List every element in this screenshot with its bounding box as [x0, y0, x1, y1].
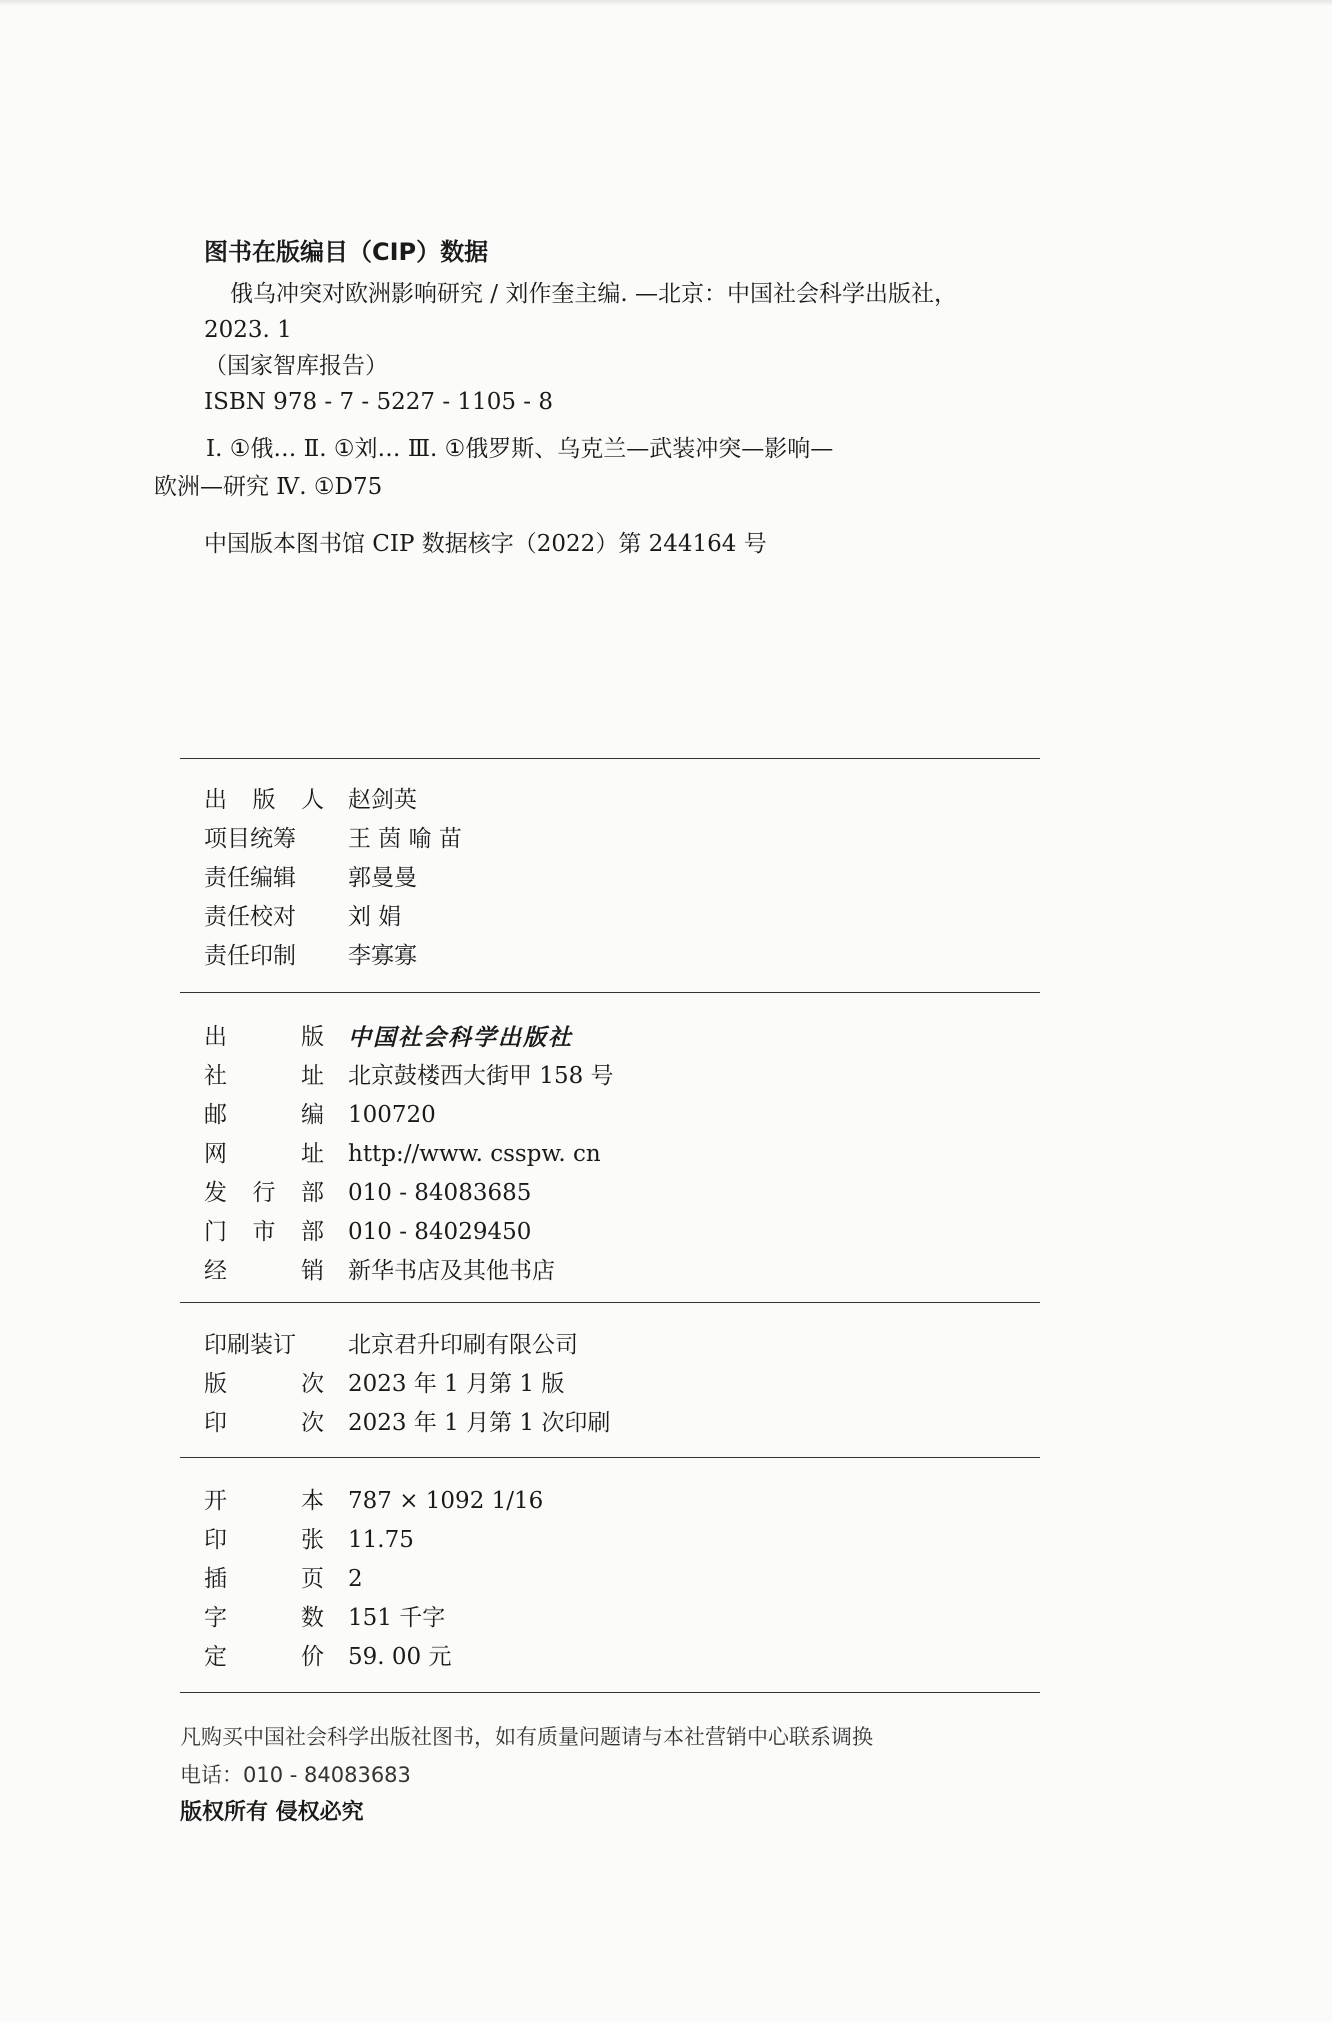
specs-label	[204, 1599, 324, 1638]
cip-title-line: 俄乌冲突对欧洲影响研究 / 刘作奎主编. —北京：中国社会科学出版社，	[230, 281, 957, 307]
printing-value: 2023 年 1 月第 1 次印刷	[348, 1410, 611, 1436]
publisher-value: 100720	[348, 1102, 436, 1128]
staff-row	[204, 820, 1034, 859]
staff-label	[204, 898, 324, 937]
staff-row	[204, 898, 1034, 937]
publisher-label-part: 社	[204, 1063, 227, 1089]
specs-label-part: 价	[301, 1644, 324, 1670]
staff-row	[204, 781, 1034, 820]
printing-label-part: 版	[204, 1371, 227, 1397]
publisher-label-part: 址	[301, 1063, 324, 1089]
staff-value: 李寡寡	[348, 943, 417, 969]
staff-row	[204, 859, 1034, 898]
publisher-label	[204, 1057, 324, 1096]
specs-label-part: 页	[301, 1566, 324, 1592]
publisher-row	[204, 1174, 1034, 1213]
printing-row	[204, 1326, 1034, 1365]
specs-label-part: 插	[204, 1566, 227, 1592]
staff-label	[204, 937, 324, 976]
printing-label-part: 次	[301, 1371, 324, 1397]
publisher-block	[204, 1018, 1034, 1291]
publisher-label	[204, 1096, 324, 1135]
publisher-label-part: 销	[301, 1258, 324, 1284]
staff-block	[204, 781, 1034, 976]
publisher-value[interactable]: http://www. csspw. cn	[348, 1141, 601, 1167]
staff-value: 郭曼曼	[348, 865, 417, 891]
specs-row	[204, 1482, 1034, 1521]
publisher-label	[204, 1135, 324, 1174]
staff-label	[204, 859, 324, 898]
publisher-row	[204, 1252, 1034, 1291]
publisher-row	[204, 1135, 1034, 1174]
publisher-value: 新华书店及其他书店	[348, 1258, 555, 1284]
page-edge-shadow	[0, 0, 1332, 6]
specs-value: 2	[348, 1566, 363, 1592]
publisher-label-part: 邮	[204, 1102, 227, 1128]
publisher-label-part: 部	[301, 1219, 324, 1245]
specs-label-part: 张	[301, 1527, 324, 1553]
publisher-label-part: 版	[301, 1024, 324, 1050]
publisher-label-part: 址	[301, 1141, 324, 1167]
specs-label	[204, 1560, 324, 1599]
specs-label-part: 字	[204, 1605, 227, 1631]
publisher-row	[204, 1213, 1034, 1252]
quality-notice: 凡购买中国社会科学出版社图书，如有质量问题请与本社营销中心联系调换	[180, 1725, 873, 1749]
cip-data-block	[154, 232, 1054, 562]
specs-value: 151 千字	[348, 1605, 446, 1631]
publisher-label	[204, 1213, 324, 1252]
staff-label	[204, 820, 324, 859]
divider-rule	[180, 1692, 1040, 1693]
cip-year-line: 2023. 1	[204, 317, 292, 343]
specs-label-part: 印	[204, 1527, 227, 1553]
specs-label-part: 数	[301, 1605, 324, 1631]
specs-row	[204, 1521, 1034, 1560]
publisher-row	[204, 1018, 1034, 1057]
publisher-label-part: 编	[301, 1102, 324, 1128]
cip-isbn: ISBN 978 - 7 - 5227 - 1105 - 8	[204, 389, 553, 415]
printing-label-part: 印	[204, 1410, 227, 1436]
copyright-statement: 版权所有 侵权必究	[180, 1800, 364, 1825]
publisher-row	[204, 1096, 1034, 1135]
printing-block	[204, 1326, 1034, 1443]
staff-label-part: 责任编辑	[204, 865, 296, 891]
specs-value: 787 × 1092 1/16	[348, 1488, 544, 1514]
specs-label-part: 定	[204, 1644, 227, 1670]
cip-classification-line-1: Ⅰ. ①俄… Ⅱ. ①刘… Ⅲ. ①俄罗斯、乌克兰—武装冲突—影响—	[206, 436, 834, 462]
cip-classification-line-2: 欧洲—研究 Ⅳ. ①D75	[154, 474, 383, 500]
specs-label	[204, 1638, 324, 1677]
publisher-label	[204, 1018, 324, 1057]
printing-value: 北京君升印刷有限公司	[348, 1332, 578, 1358]
publisher-label-part: 经	[204, 1258, 227, 1284]
publisher-value: 北京鼓楼西大街甲 158 号	[348, 1063, 614, 1089]
specs-row	[204, 1599, 1034, 1638]
printing-row	[204, 1365, 1034, 1404]
printing-row	[204, 1404, 1034, 1443]
cip-heading: 图书在版编目（CIP）数据	[204, 238, 489, 266]
specs-label	[204, 1521, 324, 1560]
printing-label	[204, 1326, 324, 1365]
specs-block	[204, 1482, 1034, 1677]
staff-value: 刘 娟	[348, 904, 402, 930]
divider-rule	[180, 1457, 1040, 1458]
divider-rule	[180, 992, 1040, 993]
specs-label-part: 本	[301, 1488, 324, 1514]
printing-label-part: 次	[301, 1410, 324, 1436]
publisher-label-part: 门	[204, 1219, 227, 1245]
publisher-label-part: 行	[252, 1180, 276, 1206]
staff-label-part: 版	[252, 787, 276, 813]
staff-label-part: 责任校对	[204, 904, 296, 930]
divider-rule	[180, 758, 1040, 759]
printing-label	[204, 1365, 324, 1404]
specs-value: 59. 00 元	[348, 1644, 452, 1670]
publisher-label	[204, 1174, 324, 1213]
publisher-label-part: 网	[204, 1141, 227, 1167]
staff-value: 赵剑英	[348, 787, 417, 813]
printing-value: 2023 年 1 月第 1 版	[348, 1371, 565, 1397]
publisher-value: 010 - 84029450	[348, 1219, 532, 1245]
staff-label	[204, 781, 324, 820]
cip-series: （国家智库报告）	[204, 353, 388, 379]
publisher-label-part: 市	[252, 1219, 276, 1245]
specs-value: 11.75	[348, 1527, 414, 1553]
publisher-label-part: 出	[204, 1024, 227, 1050]
publisher-row	[204, 1057, 1034, 1096]
printing-label	[204, 1404, 324, 1443]
printing-label-part: 印刷装订	[204, 1332, 296, 1358]
service-phone: 电话：010 - 84083683	[180, 1763, 411, 1787]
publisher-label	[204, 1252, 324, 1291]
publisher-label-part: 发	[204, 1180, 227, 1206]
cip-record-number: 中国版本图书馆 CIP 数据核字（2022）第 244164 号	[204, 531, 767, 557]
publisher-value: 010 - 84083685	[348, 1180, 532, 1206]
staff-label-part: 责任印制	[204, 943, 296, 969]
specs-label-part: 开	[204, 1488, 227, 1514]
staff-row	[204, 937, 1034, 976]
specs-label	[204, 1482, 324, 1521]
staff-value: 王 茵 喻 苗	[348, 826, 462, 852]
publisher-label-part: 部	[301, 1180, 324, 1206]
notice-block	[180, 1718, 1080, 1832]
cip-classification	[154, 430, 1054, 506]
divider-rule	[180, 1302, 1040, 1303]
staff-label-part: 项目统筹	[204, 826, 296, 852]
staff-label-part: 人	[301, 787, 324, 813]
specs-row	[204, 1638, 1034, 1677]
publisher-value: 中国社会科学出版社	[348, 1024, 573, 1051]
staff-label-part: 出	[204, 787, 227, 813]
specs-row	[204, 1560, 1034, 1599]
